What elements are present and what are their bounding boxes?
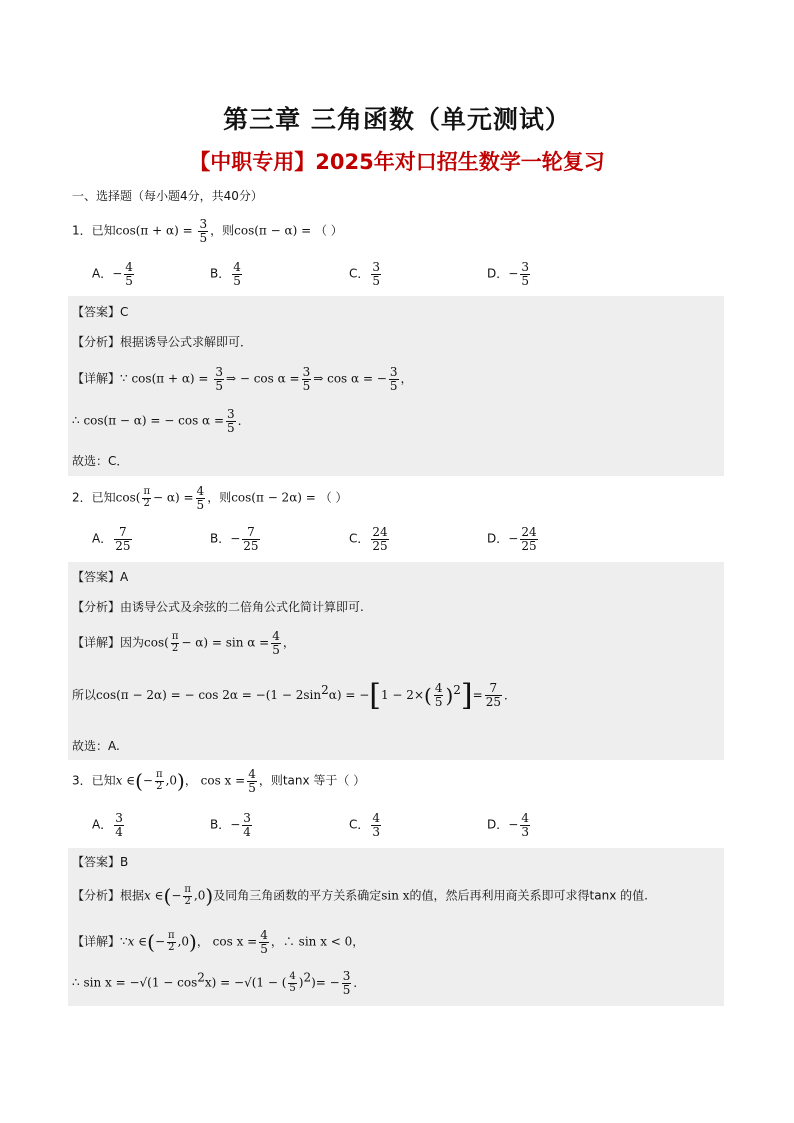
q3-answer: 【答案】B <box>72 855 129 869</box>
q2-option-b[interactable]: B．− $\frac{7}{25}$ <box>210 525 259 553</box>
q2-choose: 故选：A. <box>72 739 120 753</box>
q3-stem: 3．已知x ∈(− $\frac{\pi}{2}$ ,0)， cos x = $\frac{4}{5}$ ，则tanx 等于（ ） <box>72 767 366 795</box>
q3-option-a[interactable]: A． $\frac{3}{4}$ <box>92 811 123 839</box>
q1-answer: 【答案】C <box>72 305 129 319</box>
q3-option-c[interactable]: C． $\frac{4}{3}$ <box>349 811 381 839</box>
q3-option-b[interactable]: B．− $\frac{3}{4}$ <box>210 811 251 839</box>
page-subtitle: 【中职专用】2025年对口招生数学一轮复习 <box>189 150 605 174</box>
section-heading: 一、选择题（每小题4分，共40分） <box>72 189 263 203</box>
q2-option-d[interactable]: D．− $\frac{24}{25}$ <box>487 525 537 553</box>
q1-option-d[interactable]: D．− $\frac{3}{5}$ <box>487 260 529 288</box>
q2-analysis: 【分析】由诱导公式及余弦的二倍角公式化简计算即可. <box>72 600 364 614</box>
q3-detail-line2: ∴ $\sin x = -√(1 - \cos^2x) = -√(1$ − ( $\frac{4}{5}$ )$^2$)= − $\frac{3}{5}$ ． <box>72 969 366 997</box>
q1-detail-line2: ∴ cos(π − α) = − cos α = $\frac{3}{5}$ ． <box>72 407 250 435</box>
q2-option-c[interactable]: C． $\frac{24}{25}$ <box>349 525 388 553</box>
q2-option-a[interactable]: A． $\frac{7}{25}$ <box>92 525 131 553</box>
q2-detail-line1: 【详解】因为cos( $\frac{\pi}{2}$ − α) = sin α = $\frac{4}{5}$ ， <box>72 629 295 657</box>
q1-detail-line1: 【详解】∵ cos(π + α) = $\frac{3}{5}$ ⇒ − cos α = $\frac{3}{5}$ ⇒ cos α = − $\frac{3}{5}$ ， <box>72 365 413 393</box>
q2-answer: 【答案】A <box>72 570 129 584</box>
q1-stem: 1．已知cos(π + α) = $\frac{3}{5}$ ，则cos(π − α) = （ ） <box>72 217 343 245</box>
q1-option-c[interactable]: C． $\frac{3}{5}$ <box>349 260 381 288</box>
q2-solution-box <box>68 562 724 760</box>
q1-option-b[interactable]: B． $\frac{4}{5}$ <box>210 260 241 288</box>
q3-analysis: 【分析】根据x ∈(− $\frac{\pi}{2}$ ,0)及同角三角函数的平方关系确定sin x的值，然后再利用商关系即可求得tanx 的值. <box>72 884 648 908</box>
q2-stem: 2．已知cos( $\frac{\pi}{2}$ − α) = $\frac{4}{5}$ ，则cos(π − 2α) = （ ） <box>72 484 348 512</box>
q3-option-d[interactable]: D．− $\frac{4}{3}$ <box>487 811 529 839</box>
page-title: 第三章 三角函数（单元测试） <box>223 105 571 134</box>
q3-detail-line1: 【详解】∵x ∈(− $\frac{\pi}{2}$ ,0)， cos x = $\frac{4}{5}$ ，∴ sin x < 0， <box>72 928 365 956</box>
q1-option-a[interactable]: A．− $\frac{4}{5}$ <box>92 260 133 288</box>
q1-choose: 故选：C． <box>72 454 129 468</box>
q2-detail-line2: 所以cos(π − 2α) = − $\cos 2\alpha = -(1 - 2\sin^2\alpha) = -[1 - 2\times$( $\frac{4}{5}$ )$^2$]= $\frac{7}{25}$ ． <box>72 678 516 713</box>
q1-analysis: 【分析】根据诱导公式求解即可． <box>72 335 253 349</box>
